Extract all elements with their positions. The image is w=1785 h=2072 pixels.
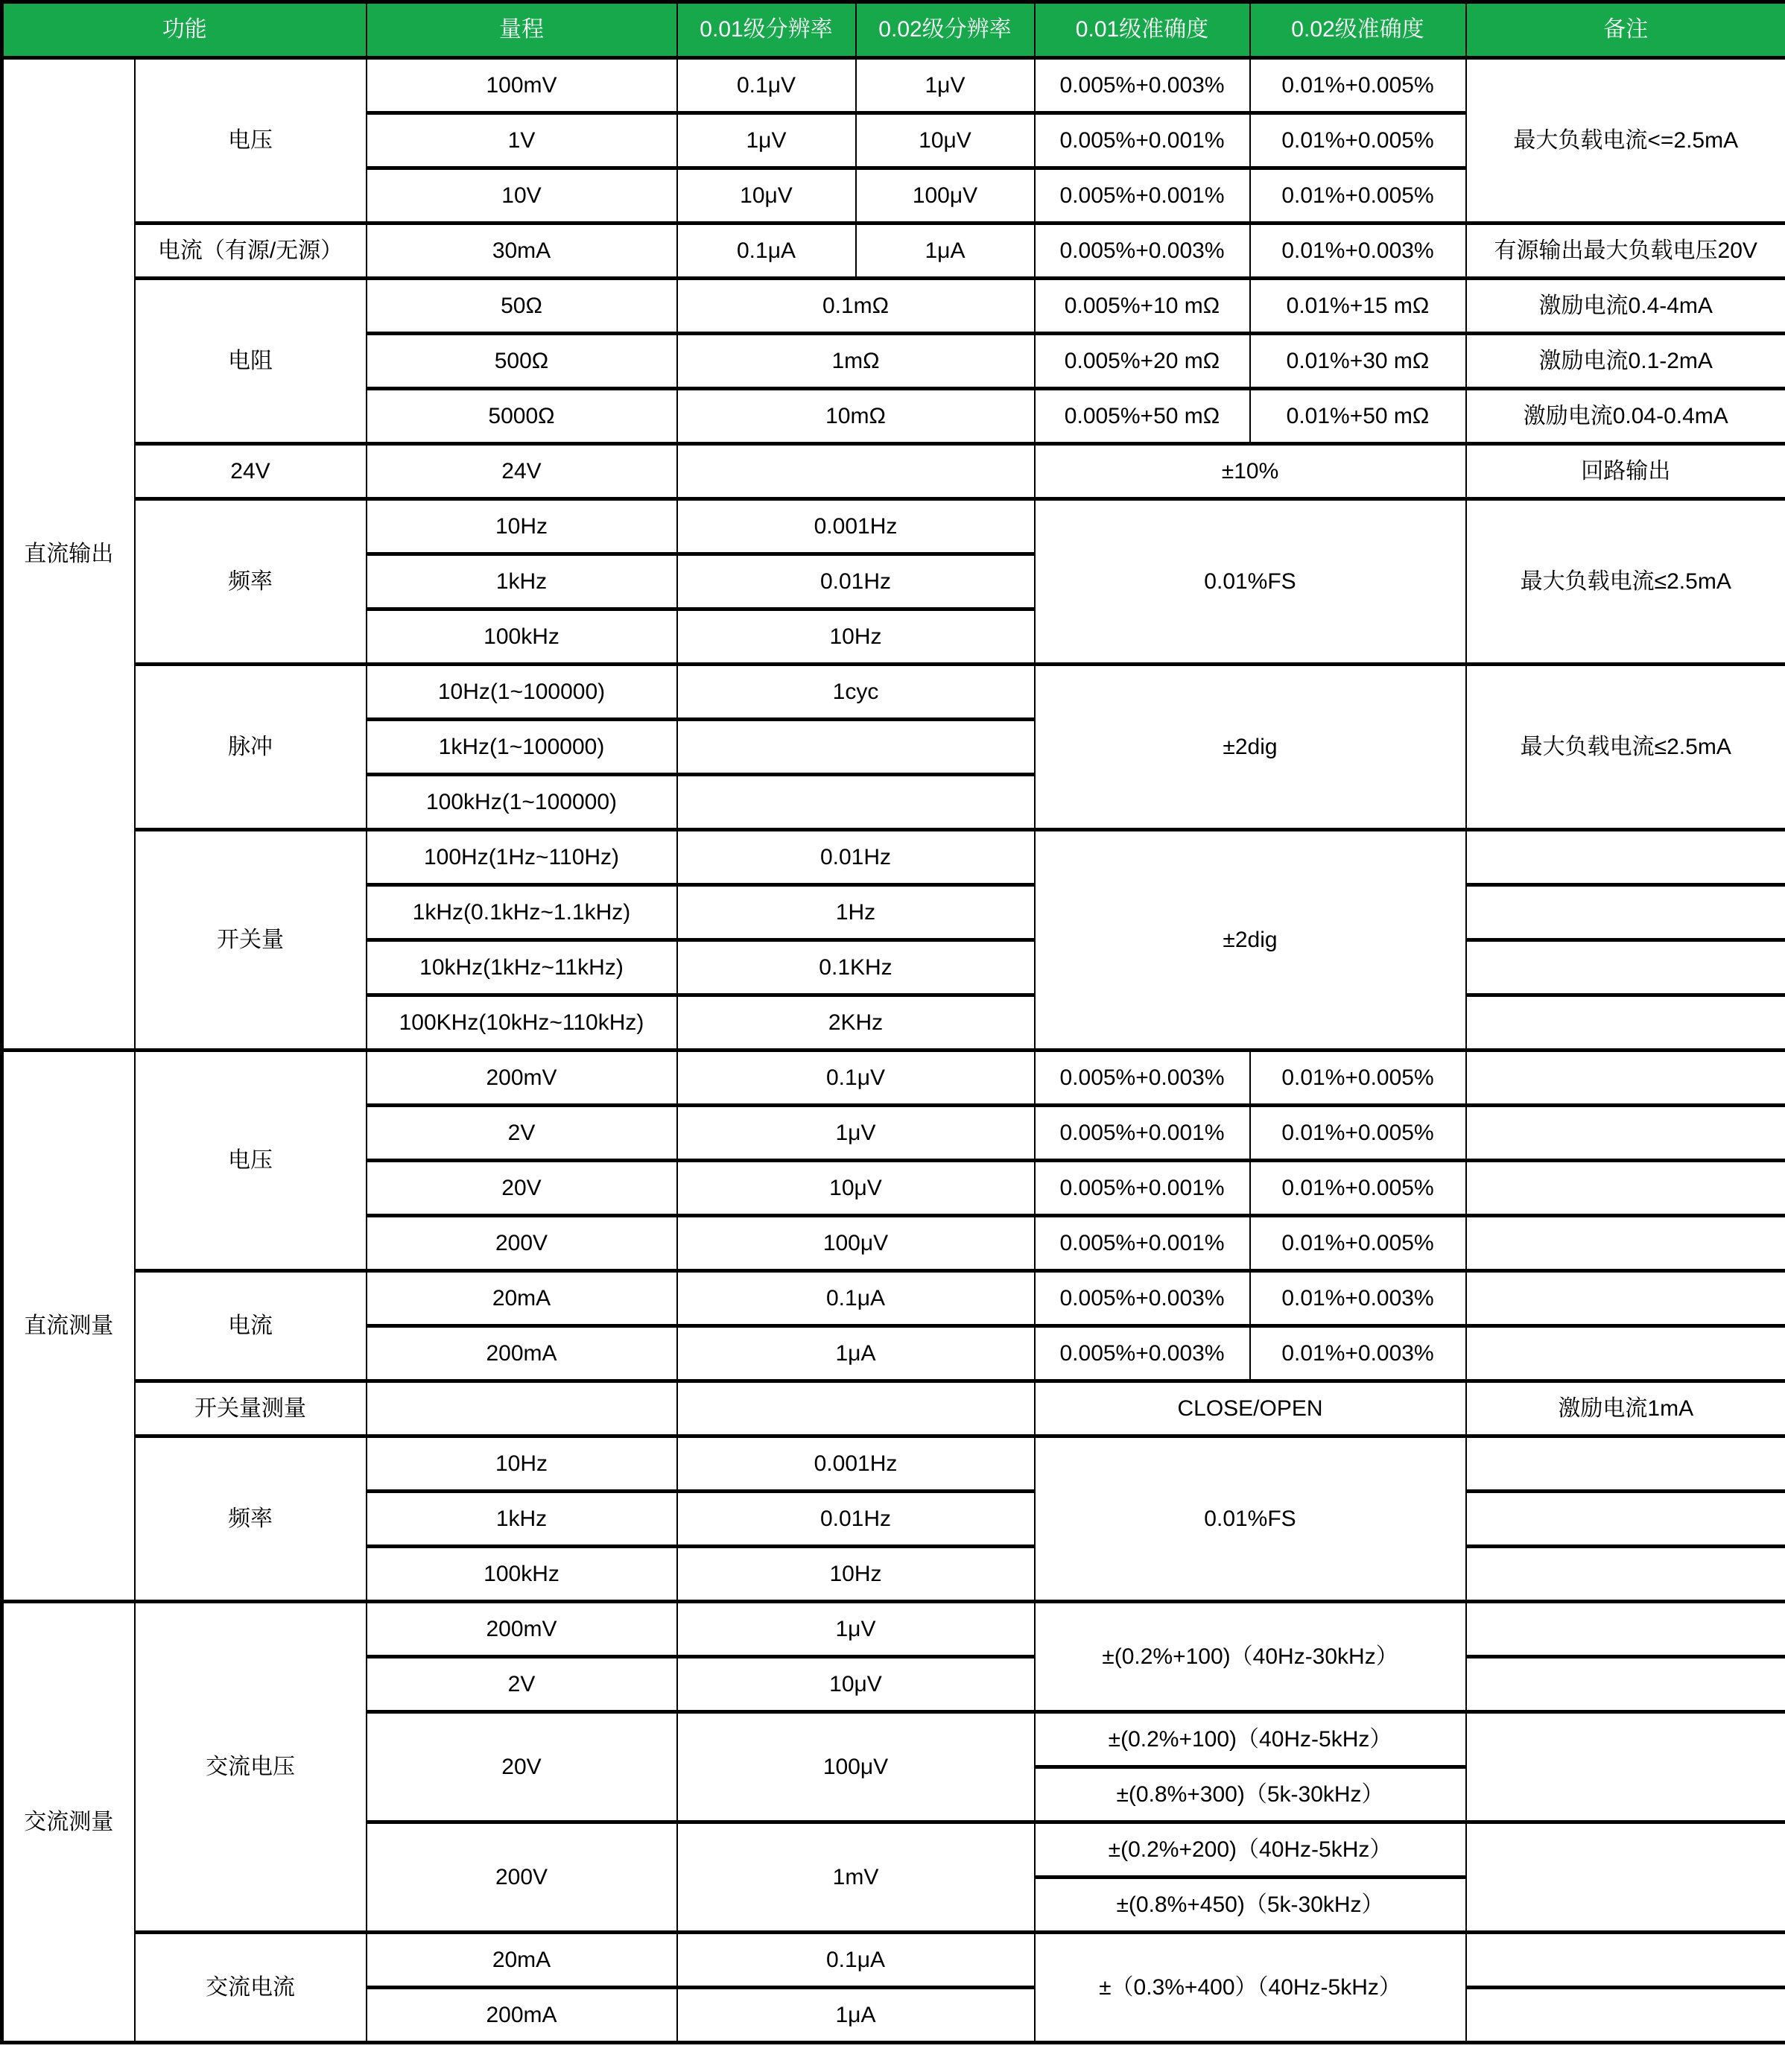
accuracy-cell: ±（0.3%+400）（40Hz-5kHz） [1035, 1933, 1466, 2043]
range-cell: 200mV [367, 1602, 677, 1657]
range-cell: 10Hz [367, 499, 677, 554]
accuracy-cell: 0.01%+0.005% [1250, 113, 1466, 168]
resolution-cell: 1μA [677, 1326, 1035, 1381]
range-cell: 1kHz [367, 1492, 677, 1547]
accuracy-cell: ±(0.8%+450)（5k-30kHz） [1035, 1878, 1466, 1933]
header-accuracy-001: 0.01级准确度 [1035, 2, 1250, 58]
range-cell: 10V [367, 168, 677, 224]
function-label-frequency: 频率 [135, 499, 367, 665]
range-cell: 100kHz [367, 1547, 677, 1602]
range-cell: 100mV [367, 58, 677, 113]
header-resolution-002: 0.02级分辨率 [856, 2, 1035, 58]
resolution-cell [677, 444, 1035, 499]
resolution-cell: 0.1μA [677, 1933, 1035, 1988]
table-row [2, 830, 1785, 885]
function-label-switch: 开关量 [135, 830, 367, 1051]
function-label-pulse: 脉冲 [135, 665, 367, 830]
table-row [2, 665, 1785, 720]
remark-cell [1466, 1106, 1785, 1161]
remark-cell [1466, 995, 1785, 1051]
accuracy-cell: 0.005%+20 mΩ [1035, 334, 1250, 389]
accuracy-cell: ±2dig [1035, 830, 1466, 1051]
resolution-cell: 1mΩ [677, 334, 1035, 389]
range-cell: 200V [367, 1822, 677, 1933]
function-label-resistance: 电阻 [135, 279, 367, 444]
accuracy-cell: 0.005%+10 mΩ [1035, 279, 1250, 334]
range-cell: 20V [367, 1712, 677, 1822]
accuracy-cell: ±2dig [1035, 665, 1466, 830]
function-label-current: 电流（有源/无源） [135, 224, 367, 279]
accuracy-cell: 0.01%+50 mΩ [1250, 389, 1466, 444]
accuracy-cell: 0.005%+50 mΩ [1035, 389, 1250, 444]
resolution-cell: 0.1KHz [677, 940, 1035, 995]
resolution-cell [677, 720, 1035, 775]
remark-cell: 回路输出 [1466, 444, 1785, 499]
section-label-dc-output: 直流输出 [2, 58, 135, 1051]
table-row [2, 279, 1785, 334]
range-cell: 200mA [367, 1988, 677, 2043]
resolution-cell: 10μV [677, 168, 856, 224]
range-cell: 200mA [367, 1326, 677, 1381]
range-cell: 1kHz(0.1kHz~1.1kHz) [367, 885, 677, 940]
function-label-ac-current: 交流电流 [135, 1933, 367, 2043]
range-cell: 1kHz(1~100000) [367, 720, 677, 775]
resolution-cell: 100μV [677, 1216, 1035, 1271]
function-label-ac-voltage: 交流电压 [135, 1602, 367, 1933]
accuracy-cell: 0.005%+0.001% [1035, 1106, 1250, 1161]
range-cell: 2V [367, 1106, 677, 1161]
resolution-cell: 0.01Hz [677, 830, 1035, 885]
accuracy-cell: 0.01%+0.005% [1250, 1051, 1466, 1106]
range-cell: 24V [367, 444, 677, 499]
resolution-cell: 0.1mΩ [677, 279, 1035, 334]
resolution-cell: 1μV [856, 58, 1035, 113]
remark-cell: 有源输出最大负载电压20V [1466, 224, 1785, 279]
range-cell: 10kHz(1kHz~11kHz) [367, 940, 677, 995]
table-row [2, 444, 1785, 499]
accuracy-cell: 0.005%+0.001% [1035, 168, 1250, 224]
range-cell: 50Ω [367, 279, 677, 334]
range-cell: 30mA [367, 224, 677, 279]
table-row [2, 1602, 1785, 1657]
resolution-cell: 2KHz [677, 995, 1035, 1051]
accuracy-cell: 0.01%FS [1035, 1436, 1466, 1602]
header-row [2, 2, 1785, 58]
accuracy-cell: 0.01%+0.003% [1250, 224, 1466, 279]
function-label-current: 电流 [135, 1271, 367, 1381]
range-cell: 100kHz(1~100000) [367, 775, 677, 830]
resolution-cell: 100μV [856, 168, 1035, 224]
resolution-cell: 10Hz [677, 1547, 1035, 1602]
resolution-cell: 10μV [856, 113, 1035, 168]
resolution-cell: 100μV [677, 1712, 1035, 1822]
accuracy-cell: 0.01%+0.003% [1250, 1271, 1466, 1326]
remark-cell: 激励电流1mA [1466, 1381, 1785, 1436]
range-cell: 2V [367, 1657, 677, 1712]
header-function: 功能 [2, 2, 367, 58]
table-row [2, 224, 1785, 279]
resolution-cell [677, 775, 1035, 830]
accuracy-cell: ±(0.2%+100)（40Hz-5kHz） [1035, 1712, 1466, 1767]
range-cell: 100KHz(10kHz~110kHz) [367, 995, 677, 1051]
resolution-cell: 0.1μA [677, 224, 856, 279]
section-label-ac-measure: 交流测量 [2, 1602, 135, 2043]
range-cell: 500Ω [367, 334, 677, 389]
range-cell: 100Hz(1Hz~110Hz) [367, 830, 677, 885]
table-row [2, 1271, 1785, 1326]
range-cell: 5000Ω [367, 389, 677, 444]
remark-cell [1466, 1822, 1785, 1933]
resolution-cell: 0.01Hz [677, 1492, 1035, 1547]
accuracy-cell: 0.01%+0.005% [1250, 1216, 1466, 1271]
remark-cell [1466, 1271, 1785, 1326]
remark-cell [1466, 1436, 1785, 1492]
resolution-cell [677, 1381, 1035, 1436]
remark-cell: 激励电流0.4-4mA [1466, 279, 1785, 334]
function-label-frequency: 频率 [135, 1436, 367, 1602]
function-label-24v: 24V [135, 444, 367, 499]
accuracy-cell: 0.01%+0.003% [1250, 1326, 1466, 1381]
header-range: 量程 [367, 2, 677, 58]
function-label-switch-measure: 开关量测量 [135, 1381, 367, 1436]
resolution-cell: 1μV [677, 1602, 1035, 1657]
remark-cell: 最大负载电流≤2.5mA [1466, 665, 1785, 830]
resolution-cell: 1cyc [677, 665, 1035, 720]
resolution-cell: 10Hz [677, 609, 1035, 665]
accuracy-cell: 0.01%+30 mΩ [1250, 334, 1466, 389]
range-cell: 200V [367, 1216, 677, 1271]
remark-cell [1466, 830, 1785, 885]
accuracy-cell: 0.01%FS [1035, 499, 1466, 665]
function-label-voltage: 电压 [135, 58, 367, 224]
remark-cell [1466, 1216, 1785, 1271]
header-resolution-001: 0.01级分辨率 [677, 2, 856, 58]
header-remark: 备注 [1466, 2, 1785, 58]
resolution-cell: 10μV [677, 1161, 1035, 1216]
resolution-cell: 0.1μA [677, 1271, 1035, 1326]
resolution-cell: 1μV [677, 1106, 1035, 1161]
accuracy-cell: 0.01%+0.005% [1250, 1106, 1466, 1161]
accuracy-cell: CLOSE/OPEN [1035, 1381, 1466, 1436]
range-cell: 100kHz [367, 609, 677, 665]
accuracy-cell: 0.005%+0.001% [1035, 1216, 1250, 1271]
resolution-cell: 1Hz [677, 885, 1035, 940]
remark-cell [1466, 1602, 1785, 1657]
accuracy-cell: 0.005%+0.001% [1035, 113, 1250, 168]
accuracy-cell: 0.005%+0.003% [1035, 1326, 1250, 1381]
remark-cell [1466, 1657, 1785, 1712]
accuracy-cell: ±(0.8%+300)（5k-30kHz） [1035, 1767, 1466, 1822]
resolution-cell: 1μA [677, 1988, 1035, 2043]
accuracy-cell: 0.01%+0.005% [1250, 168, 1466, 224]
remark-cell [1466, 1492, 1785, 1547]
resolution-cell: 1μA [856, 224, 1035, 279]
header-accuracy-002: 0.02级准确度 [1250, 2, 1466, 58]
remark-cell: 激励电流0.04-0.4mA [1466, 389, 1785, 444]
remark-cell: 最大负载电流≤2.5mA [1466, 499, 1785, 665]
accuracy-cell: 0.005%+0.003% [1035, 224, 1250, 279]
remark-cell [1466, 1712, 1785, 1822]
range-cell: 20mA [367, 1933, 677, 1988]
table-row [2, 499, 1785, 554]
range-cell: 10Hz [367, 1436, 677, 1492]
accuracy-cell: 0.005%+0.003% [1035, 1271, 1250, 1326]
resolution-cell: 1mV [677, 1822, 1035, 1933]
range-cell: 10Hz(1~100000) [367, 665, 677, 720]
remark-cell [1466, 1326, 1785, 1381]
range-cell: 20V [367, 1161, 677, 1216]
resolution-cell: 0.1μV [677, 1051, 1035, 1106]
resolution-cell: 0.001Hz [677, 499, 1035, 554]
accuracy-cell: ±(0.2%+100)（40Hz-30kHz） [1035, 1602, 1466, 1712]
remark-cell [1466, 940, 1785, 995]
accuracy-cell: 0.01%+0.005% [1250, 58, 1466, 113]
range-cell: 1kHz [367, 554, 677, 609]
remark-cell [1466, 885, 1785, 940]
remark-cell: 激励电流0.1-2mA [1466, 334, 1785, 389]
range-cell: 20mA [367, 1271, 677, 1326]
table-row [2, 58, 1785, 113]
section-label-dc-measure: 直流测量 [2, 1051, 135, 1602]
range-cell [367, 1381, 677, 1436]
range-cell: 200mV [367, 1051, 677, 1106]
accuracy-cell: 0.01%+15 mΩ [1250, 279, 1466, 334]
table-row [2, 1381, 1785, 1436]
resolution-cell: 0.1μV [677, 58, 856, 113]
resolution-cell: 0.01Hz [677, 554, 1035, 609]
accuracy-cell: ±(0.2%+200)（40Hz-5kHz） [1035, 1822, 1466, 1878]
resolution-cell: 0.001Hz [677, 1436, 1035, 1492]
range-cell: 1V [367, 113, 677, 168]
accuracy-cell: ±10% [1035, 444, 1466, 499]
accuracy-cell: 0.005%+0.003% [1035, 1051, 1250, 1106]
resolution-cell: 10mΩ [677, 389, 1035, 444]
remark-cell [1466, 1988, 1785, 2043]
table-row [2, 1933, 1785, 1988]
remark-cell [1466, 1051, 1785, 1106]
remark-cell [1466, 1161, 1785, 1216]
accuracy-cell: 0.005%+0.001% [1035, 1161, 1250, 1216]
resolution-cell: 10μV [677, 1657, 1035, 1712]
accuracy-cell: 0.005%+0.003% [1035, 58, 1250, 113]
remark-cell [1466, 1933, 1785, 1988]
remark-cell [1466, 1547, 1785, 1602]
table-row [2, 1051, 1785, 1106]
function-label-voltage: 电压 [135, 1051, 367, 1271]
remark-cell: 最大负载电流<=2.5mA [1466, 58, 1785, 224]
table-row [2, 1436, 1785, 1492]
resolution-cell: 1μV [677, 113, 856, 168]
accuracy-cell: 0.01%+0.005% [1250, 1161, 1466, 1216]
